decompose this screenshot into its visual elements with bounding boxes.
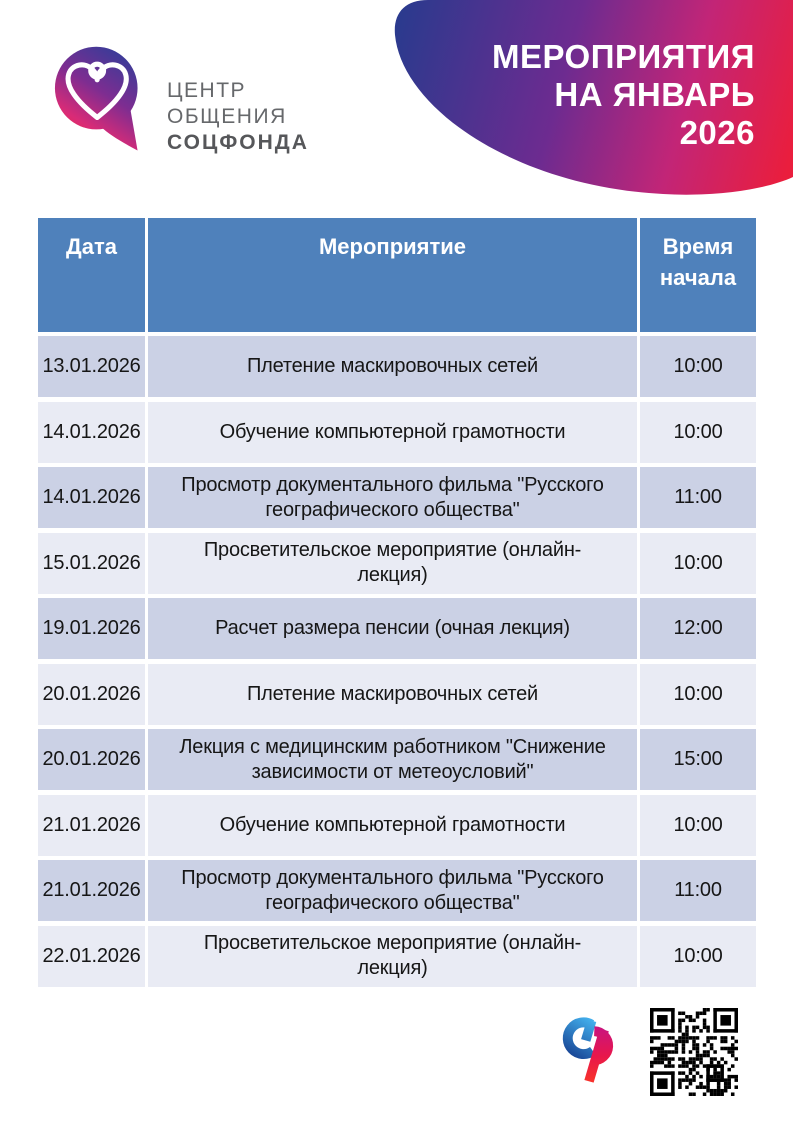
cell-event: Обучение компьютерной грамотности: [148, 795, 637, 856]
table-row: [38, 926, 756, 987]
table-row: [38, 664, 756, 725]
cell-event: Плетение маскировочных сетей: [148, 336, 637, 397]
cell-time: 10:00: [640, 402, 756, 463]
cell-date: 14.01.2026: [38, 402, 145, 463]
table-row: [38, 533, 756, 594]
cell-event: Просмотр документального фильма "Русского географического общества": [148, 860, 637, 921]
cell-event: Обучение компьютерной грамотности: [148, 402, 637, 463]
cell-time: 10:00: [640, 795, 756, 856]
cell-date: 13.01.2026: [38, 336, 145, 397]
table-header-row: [38, 218, 756, 332]
brand-wordmark: [167, 78, 309, 156]
poster-title-line-3: 2026: [679, 114, 755, 151]
cell-event: Просмотр документального фильма "Русского географического общества": [148, 467, 637, 528]
table-row: [38, 467, 756, 528]
table-row: [38, 729, 756, 790]
poster-title-line-2: НА ЯНВАРЬ: [554, 76, 755, 113]
cell-date: 20.01.2026: [38, 729, 145, 790]
cell-event: Просветительское мероприятие (онлайн-лекция): [148, 533, 637, 594]
qr-code: [650, 1008, 738, 1096]
cell-time: 11:00: [640, 860, 756, 921]
cell-time: 11:00: [640, 467, 756, 528]
cell-date: 19.01.2026: [38, 598, 145, 659]
poster-title: [492, 38, 755, 152]
cell-time: 10:00: [640, 926, 756, 987]
cell-time: 10:00: [640, 336, 756, 397]
cell-event: Лекция с медицинским работником "Снижение зависимости от метеоусловий": [148, 729, 637, 790]
cell-date: 21.01.2026: [38, 860, 145, 921]
title-banner: [393, 0, 793, 200]
cell-date: 21.01.2026: [38, 795, 145, 856]
column-header-time: Время начала: [640, 218, 756, 332]
cell-date: 22.01.2026: [38, 926, 145, 987]
cell-event: Просветительское мероприятие (онлайн-лекция): [148, 926, 637, 987]
cell-event: Плетение маскировочных сетей: [148, 664, 637, 725]
cell-time: 10:00: [640, 664, 756, 725]
brand-block: [53, 44, 309, 156]
table-row: [38, 402, 756, 463]
cell-event: Расчет размера пенсии (очная лекция): [148, 598, 637, 659]
sfr-logo-icon: [556, 1014, 622, 1088]
cell-time: 10:00: [640, 533, 756, 594]
table-row: [38, 860, 756, 921]
table-row: [38, 795, 756, 856]
events-table: [38, 218, 756, 991]
brand-line-2: ОБЩЕНИЯ: [167, 105, 287, 128]
brand-line-3: СОЦФОНДА: [167, 131, 309, 154]
column-header-event: Мероприятие: [148, 218, 637, 332]
heart-bubble-icon: [53, 44, 145, 156]
cell-time: 15:00: [640, 729, 756, 790]
cell-date: 14.01.2026: [38, 467, 145, 528]
poster-title-line-1: МЕРОПРИЯТИЯ: [491, 38, 755, 75]
table-body: [38, 336, 756, 987]
table-row: [38, 336, 756, 397]
column-header-date: Дата: [38, 218, 145, 332]
cell-date: 15.01.2026: [38, 533, 145, 594]
table-row: [38, 598, 756, 659]
cell-date: 20.01.2026: [38, 664, 145, 725]
cell-time: 12:00: [640, 598, 756, 659]
brand-line-1: ЦЕНТР: [167, 79, 247, 102]
